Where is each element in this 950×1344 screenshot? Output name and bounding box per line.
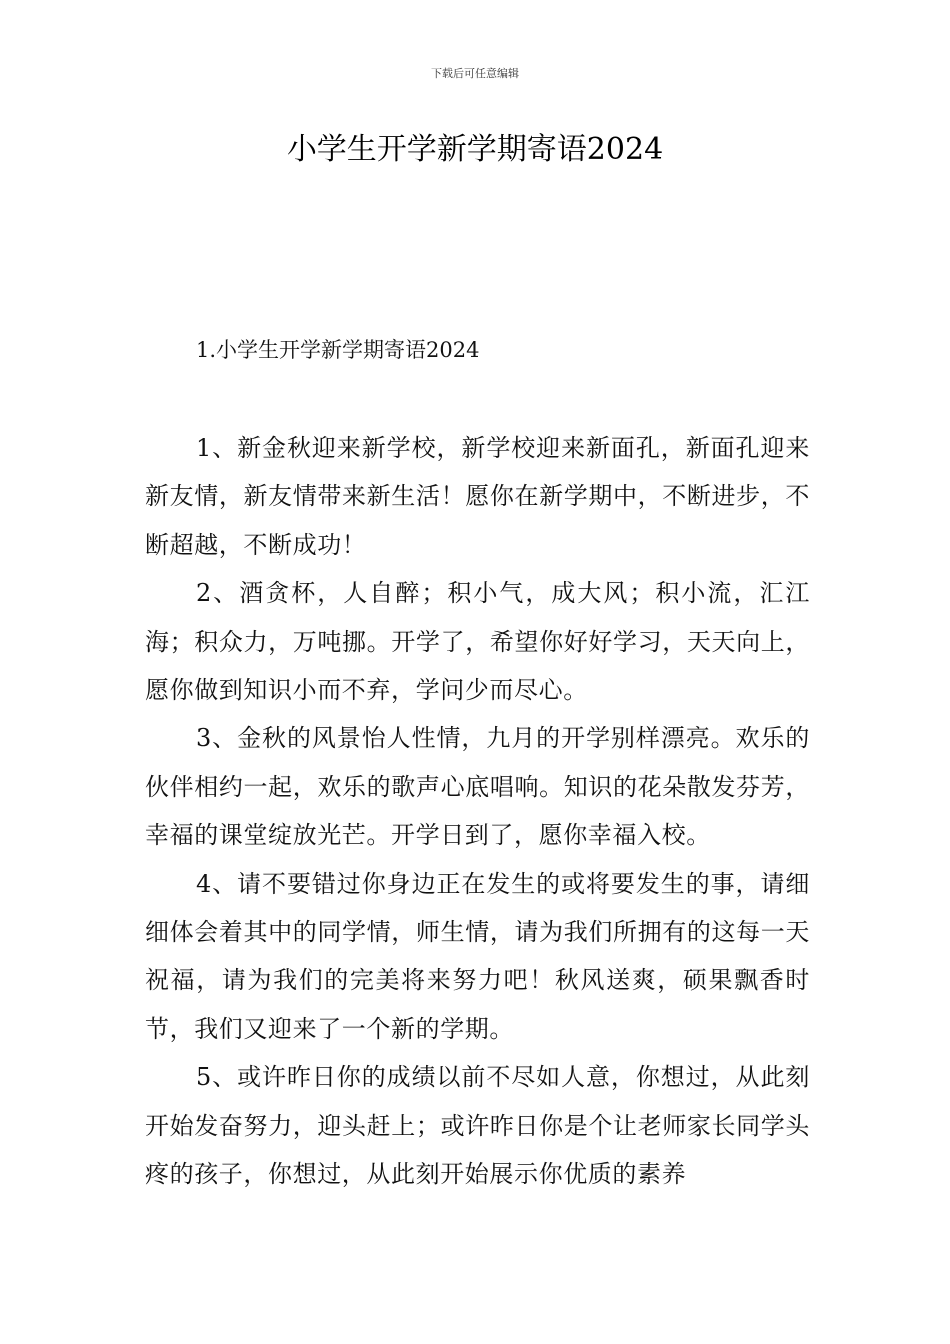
document-title: 小学生开学新学期寄语2024 — [286, 132, 664, 167]
body-text — [145, 424, 810, 1199]
header-note: 下载后可任意编辑 — [431, 67, 519, 80]
paragraph-4: 4、请不要错过你身边正在发生的或将要发生的事，请细细体会着其中的同学情，师生情，请为我们所拥有的这每一天祝福，请为我们的完美将来努力吧！秋风送爽，硕果飘香时节，我们又迎来了一个新的学期。 — [145, 869, 810, 1043]
paragraph-1: 1、新金秋迎来新学校，新学校迎来新面孔，新面孔迎来新友情，新友情带来新生活！愿你在新学期中，不断进步，不断超越，不断成功！ — [145, 434, 810, 559]
paragraph-2: 2、酒贪杯，人自醉；积小气，成大风；积小流，汇江海；积众力，万吨挪。开学了，希望你好好学习，天天向上，愿你做到知识小而不弃，学问少而尽心。 — [145, 579, 810, 705]
section-heading: 1.小学生开学新学期寄语2024 — [196, 338, 480, 362]
paragraph-5: 5、或许昨日你的成绩以前不尽如人意，你想过，从此刻开始发奋努力，迎头赶上；或许昨日你是个让老师家长同学头疼的孩子，你想过，从此刻开始展示你优质的素养 — [145, 1063, 810, 1189]
paragraph-3: 3、金秋的风景怡人性情，九月的开学别样漂亮。欢乐的伙伴相约一起，欢乐的歌声心底唱响。知识的花朵散发芬芳，幸福的课堂绽放光芒。开学日到了，愿你幸福入校。 — [145, 724, 810, 850]
